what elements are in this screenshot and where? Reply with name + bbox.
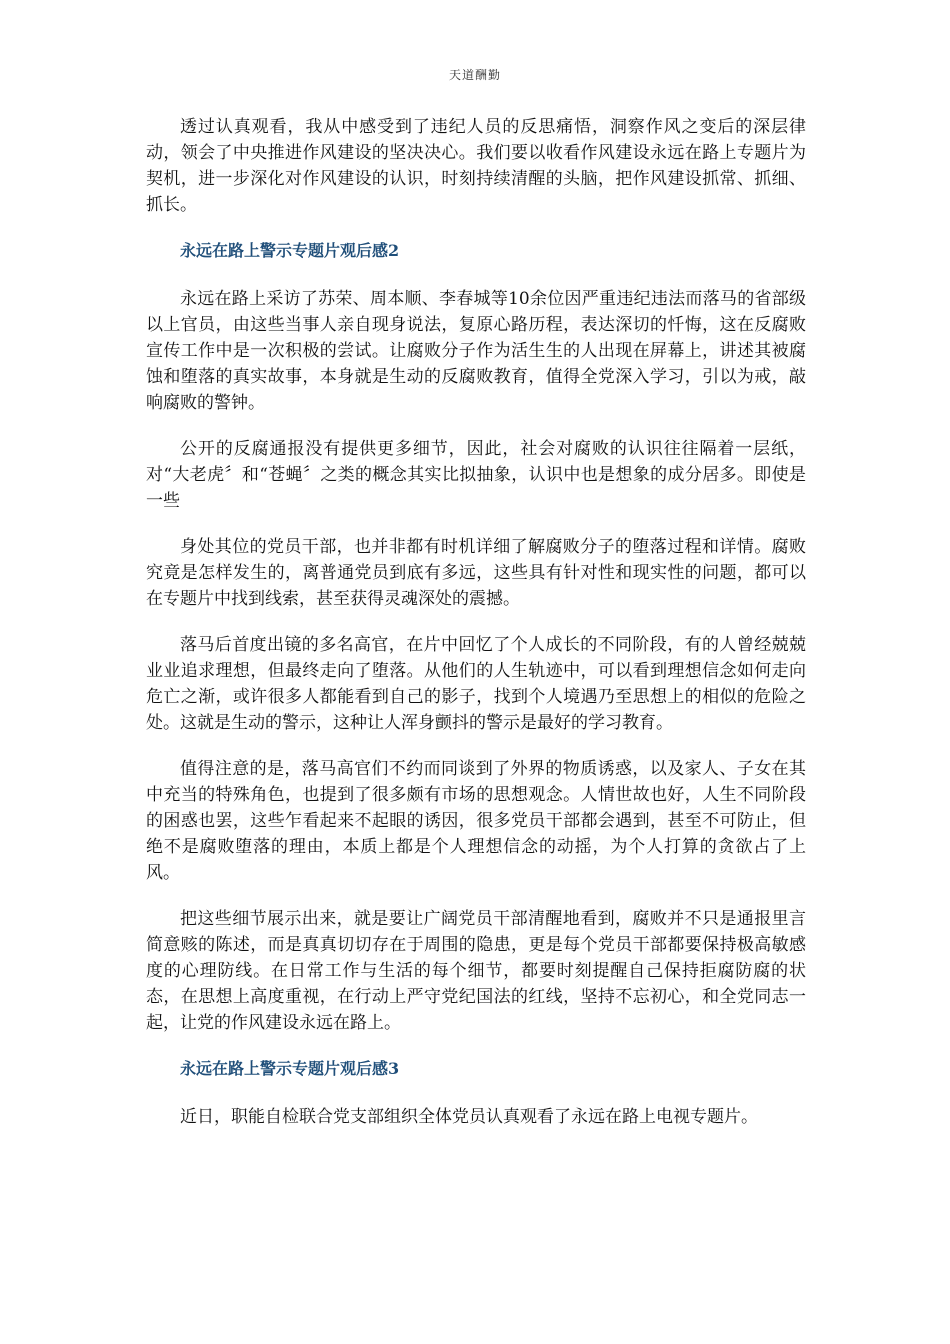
page-header: 天道酬勤 (448, 68, 501, 82)
paragraph: 身处其位的党员干部，也并非都有时机详细了解腐败分子的堕落过程和详情。腐败究竟是怎样发生的，离普通党员到底有多远，这些具有针对性和现实性的问题，都可以在专题片中找到线索，甚至获得灵魂深处的震撼。 (146, 537, 806, 609)
paragraph: 公开的反腐通报没有提供更多细节，因此，社会对腐败的认识往往隔着一层纸，对“大老虎〞和“苍蝇〞之类的概念其实比拟抽象，认识中也是想象的成分居多。即使是一些 (146, 439, 806, 511)
paragraph: 落马后首度出镜的多名高官，在片中回忆了个人成长的不同阶段，有的人曾经兢兢业业追求理想，但最终走向了堕落。从他们的人生轨迹中，可以看到理想信念如何走向危亡之渐，或许很多人都能看到自己的影子，找到个人境遇乃至思想上的相似的危险之处。这就是生动的警示，这种让人浑身颤抖的警示是最好的学习教育。 (146, 635, 806, 733)
paragraph: 值得注意的是，落马高官们不约而同谈到了外界的物质诱惑，以及家人、子女在其中充当的特殊角色，也提到了很多颇有市场的思想观念。人情世故也好，人生不同阶段的困惑也罢，这些乍看起来不起眼的诱因，很多党员干部都会遇到，甚至不可防止，但绝不是腐败堕落的理由，本质上都是个人理想信念的动摇，为个人打算的贪欲占了上风。 (146, 759, 806, 883)
paragraph: 永远在路上采访了苏荣、周本顺、李春城等10余位因严重违纪违法而落马的省部级以上官员，由这些当事人亲自现身说法，复原心路历程，表达深切的忏悔，这在反腐败宣传工作中是一次积极的尝试。让腐败分子作为活生生的人出现在屏幕上，讲述其被腐蚀和堕落的真实故事，本身就是生动的反腐败教育，值得全党深入学习，引以为戒，敲响腐败的警钟。 (146, 289, 806, 413)
paragraph: 透过认真观看，我从中感受到了违纪人员的反思痛悟，洞察作风之变后的深层律动，领会了中央推进作风建设的坚决决心。我们要以收看作风建设永远在路上专题片为契机，进一步深化对作风建设的认识，时刻持续清醒的头脑，把作风建设抓常、抓细、抓长。 (146, 117, 806, 215)
section-heading: 永远在路上警示专题片观后感3 (180, 1059, 400, 1078)
document-body (146, 114, 806, 1150)
paragraph: 近日，职能自检联合党支部组织全体党员认真观看了永远在路上电视专题片。 (180, 1107, 758, 1127)
paragraph: 把这些细节展示出来，就是要让广阔党员干部清醒地看到，腐败并不只是通报里言简意赅的陈述，而是真真切切存在于周围的隐患，更是每个党员干部都要保持极高敏感度的心理防线。在日常工作与生活的每个细节，都要时刻提醒自己保持拒腐防腐的状态，在思想上高度重视，在行动上严守党纪国法的红线，坚持不忘初心，和全党同志一起，让党的作风建设永远在路上。 (146, 909, 806, 1033)
section-heading: 永远在路上警示专题片观后感2 (180, 241, 400, 260)
